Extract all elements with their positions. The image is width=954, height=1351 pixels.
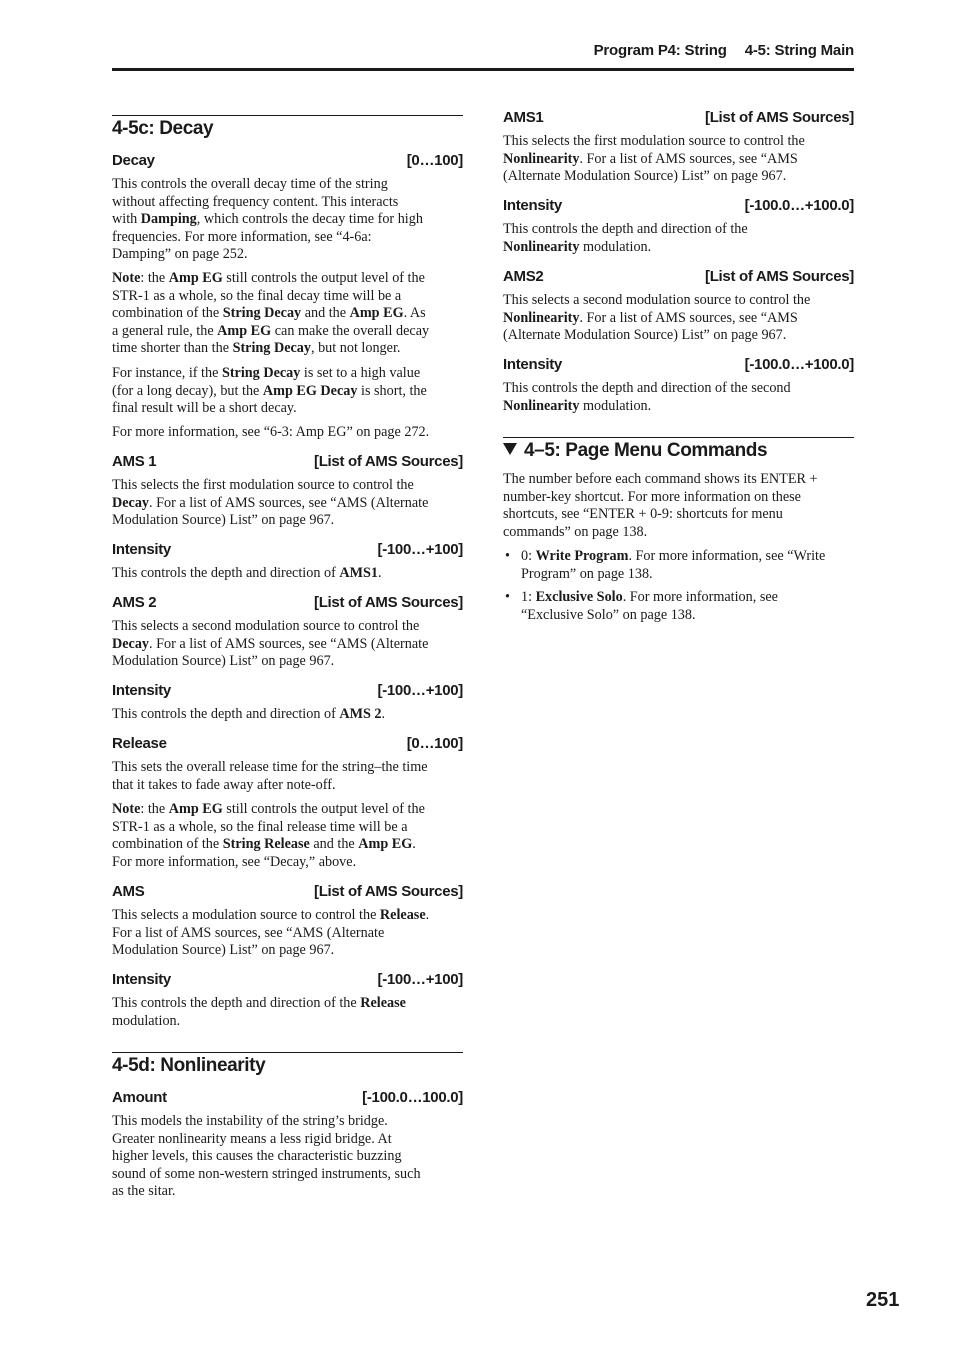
ams2-description: This selects a second modulation source to control the Decay. For a list of AMS sources, see “AMS (Alternate Modulation Source) List” on page 967. — [112, 618, 429, 670]
decay-more-info: For more information, see “6-3: Amp EG” on page 272. — [112, 424, 430, 440]
intensity-2-description: This controls the depth and direction of AMS 2. — [112, 706, 386, 722]
param-intensity-1: Intensity [-100…+100] — [112, 541, 463, 558]
ams2-nonlinearity-description: This selects a second modulation source to control the Nonlinearity. For a list of AMS sources, see “AMS (Alternate Modulation Source) List” on page 967. — [503, 292, 811, 344]
param-ams1: AMS 1 [List of AMS Sources] — [112, 453, 463, 470]
param-decay — [112, 152, 463, 172]
param-release: Release [0…100] — [112, 735, 463, 752]
decay-note: Note: the Amp EG still controls the output level of the STR-1 as a whole, so the final decay time will be a combination of the String Decay and the Amp EG. As a general rule, the Amp EG can make the overall decay time shorter than the String Decay, but not longer. — [112, 270, 430, 357]
section-title: 4–5: Page Menu Commands — [524, 440, 768, 461]
intensity-3-description: This controls the depth and direction of the Release modulation. — [112, 995, 406, 1029]
section-heading-nonlinearity — [112, 1052, 463, 1076]
intensity-nl-2-description: This controls the depth and direction of the second Nonlinearity modulation. — [503, 380, 791, 414]
param-amount: Amount [-100.0…100.0] — [112, 1089, 463, 1106]
param-intensity-nl-2: Intensity [-100.0…+100.0] — [503, 356, 854, 373]
header-section: Program P4: String — [593, 42, 727, 59]
bullet-icon: • — [505, 589, 510, 605]
header-page: 4-5: String Main — [744, 42, 854, 59]
param-label: Decay — [112, 152, 155, 169]
param-range: [0…100] — [406, 152, 463, 169]
release-description: This sets the overall release time for the string–the time that it takes to fade away after note-off. — [112, 759, 428, 793]
decay-instance: For instance, if the String Decay is set to a high value (for a long decay), but the Amp EG Decay is short, the final result will be a short decay. — [112, 365, 427, 417]
intensity-1-description: This controls the depth and direction of AMS1. — [112, 565, 382, 581]
section-heading-menu-commands — [503, 437, 854, 461]
ams1-description: This selects the first modulation source to control the Decay. For a list of AMS sources, see “AMS (Alternate Modulation Source) List” on page 967. — [112, 477, 429, 529]
amount-description: This models the instability of the string’s bridge. Greater nonlinearity means a less rigid bridge. At higher levels, this causes the characteristic buzzing sound of some non-western stringed instruments, such as the sitar. — [112, 1113, 421, 1200]
decay-description: This controls the overall decay time of the string without affecting frequency content. This interacts with Damping, which controls the decay time for high frequencies. For more information, see “4-6a: Damping” on page 252. — [112, 176, 423, 263]
param-ams: AMS [List of AMS Sources] — [112, 883, 463, 900]
param-intensity-nl-1: Intensity [-100.0…+100.0] — [503, 197, 854, 214]
release-note: Note: the Amp EG still controls the output level of the STR-1 as a whole, so the final release time will be a combination of the String Release and the Amp EG. For more information, see “Decay,” above. — [112, 801, 425, 870]
page-number: 251 — [866, 1289, 900, 1311]
section-title: 4-5d: Nonlinearity — [112, 1055, 266, 1076]
param-ams2: AMS 2 [List of AMS Sources] — [112, 594, 463, 611]
bullet-icon: • — [505, 548, 510, 564]
header-text — [594, 42, 854, 59]
page-header — [112, 42, 854, 71]
menu-commands-description: The number before each command shows its ENTER + number-key shortcut. For more information on these shortcuts, see “ENTER + 0-9: shortcuts for menu commands” on page 138. — [503, 471, 818, 540]
param-intensity-2: Intensity [-100…+100] — [112, 682, 463, 699]
triangle-down-icon — [503, 443, 517, 455]
param-ams1-nonlinearity: AMS1 [List of AMS Sources] — [503, 109, 854, 126]
param-ams2-nonlinearity: AMS2 [List of AMS Sources] — [503, 268, 854, 285]
ams1-nonlinearity-description: This selects the first modulation source to control the Nonlinearity. For a list of AMS sources, see “AMS (Alternate Modulation Source) List” on page 967. — [503, 133, 805, 185]
param-intensity-3: Intensity [-100…+100] — [112, 971, 463, 988]
ams-description: This selects a modulation source to control the Release. For a list of AMS sources, see “AMS (Alternate Modulation Source) List” on page 967. — [112, 907, 430, 959]
section-title: 4-5c: Decay — [112, 118, 214, 139]
intensity-nl-1-description: This controls the depth and direction of the Nonlinearity modulation. — [503, 221, 748, 255]
section-heading-decay — [112, 115, 463, 139]
